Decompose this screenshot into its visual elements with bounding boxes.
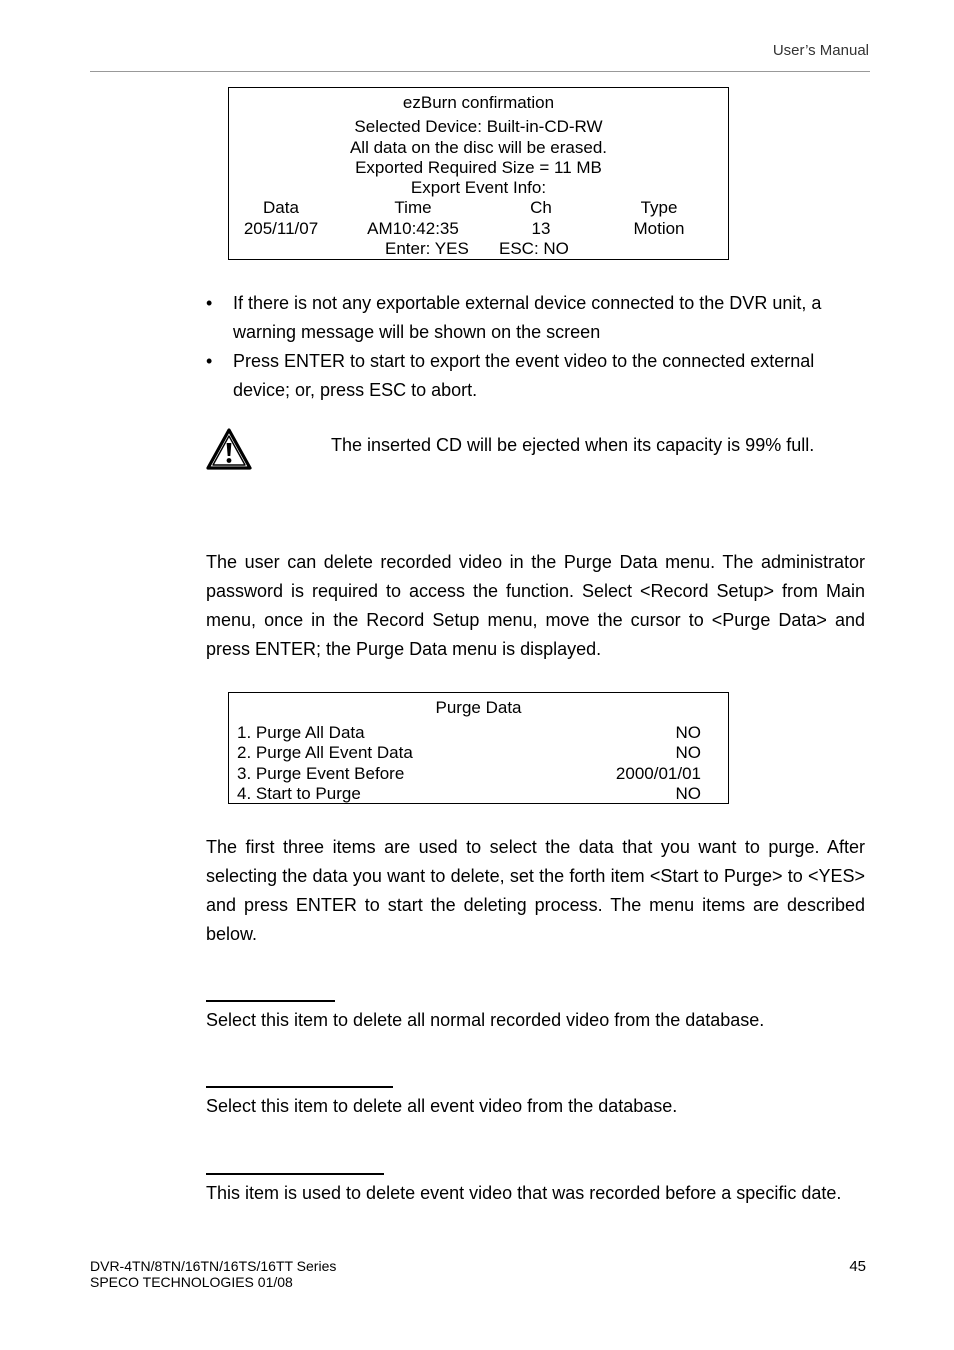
footer [90, 1258, 336, 1290]
ezburn-erase-note: All data on the disc will be erased. [349, 137, 608, 157]
ezburn-cell-type: Motion [633, 219, 685, 238]
purge-menu-title: Purge Data [435, 698, 522, 717]
purge-item-label: 3. Purge Event Before [237, 764, 405, 783]
bullet-glyph: • [206, 351, 213, 371]
purge-menu-item-1 [237, 723, 701, 743]
purge-menu-item-3 [237, 764, 701, 784]
purge-item-value: NO [675, 723, 701, 742]
purge-item-label: 4. Start to Purge [237, 784, 361, 803]
page-number: 45 [849, 1258, 866, 1275]
ezburn-col-time: Time [394, 198, 432, 217]
bullet-text: If there is not any exportable external device connected to the DVR unit, a warning message will be shown on the screen [233, 293, 822, 342]
footer-model: DVR-4TN/8TN/16TN/16TS/16TT Series [90, 1258, 337, 1274]
ezburn-col-data: Data [263, 198, 299, 217]
ezburn-cell-time: AM10:42:35 [367, 219, 459, 238]
ezburn-required-size: Exported Required Size = 11 MB [355, 158, 602, 177]
ezburn-cell-ch: 13 [531, 219, 551, 238]
purge-item-label: 1. Purge All Data [237, 723, 365, 742]
section-heading-rule [206, 1086, 393, 1088]
intro-paragraph: The user can delete recorded video in the Purge Data menu. The administrator password is required to access the function. Select <Record Setup> from Main menu, once in the Record Setup menu, move the cursor to <Purge Data> and press ENTER; the Purge Data menu is displayed. [206, 552, 865, 659]
list-item [206, 347, 870, 404]
purge-item-value: 2000/01/01 [615, 764, 701, 783]
warning-text: The inserted CD will be ejected when its capacity is 99% full. [331, 435, 815, 455]
purge-item-value: NO [675, 784, 701, 803]
purge-data-menu-box [228, 692, 729, 804]
ezburn-col-type: Type [640, 198, 678, 217]
ezburn-device: Selected Device: Built-in-CD-RW [354, 117, 603, 136]
section-heading-rule [206, 1173, 384, 1175]
header-title: User’s Manual [772, 42, 869, 59]
ezburn-event-info-label: Export Event Info: [410, 178, 547, 197]
purge-menu-item-2 [237, 743, 701, 763]
header-divider [90, 71, 870, 72]
section-text: Select this item to delete all event video from the database. [206, 1096, 678, 1116]
ezburn-title: ezBurn confirmation [402, 93, 555, 112]
list-item [206, 289, 870, 346]
section-text: This item is used to delete event video that was recorded before a specific date. [206, 1183, 842, 1203]
section-heading-rule [206, 1000, 335, 1002]
warning-triangle-icon [205, 426, 253, 472]
ezburn-esc-no: ESC: NO [499, 239, 569, 258]
ezburn-confirmation-box [228, 87, 729, 260]
ezburn-col-ch: Ch [530, 198, 552, 217]
ezburn-enter-yes: Enter: YES [385, 239, 469, 258]
bullet-text: Press ENTER to start to export the event video to the connected external device; or, press ESC to abort. [233, 351, 815, 400]
purge-item-value: NO [675, 743, 701, 762]
footer-company: SPECO TECHNOLOGIES 01/08 [90, 1274, 293, 1290]
bullet-glyph: • [206, 293, 213, 313]
ezburn-cell-data: 205/11/07 [243, 219, 319, 238]
bullet-list [206, 289, 870, 404]
purge-menu-item-4 [237, 784, 701, 804]
description-paragraph: The first three items are used to select the data that you want to purge. After selecting the data you want to delete, set the forth item <Start to Purge> to <YES> and press ENTER to start the deleting process. The menu items are described below. [206, 837, 865, 944]
purge-item-label: 2. Purge All Event Data [237, 743, 413, 762]
section-text: Select this item to delete all normal recorded video from the database. [206, 1010, 765, 1030]
